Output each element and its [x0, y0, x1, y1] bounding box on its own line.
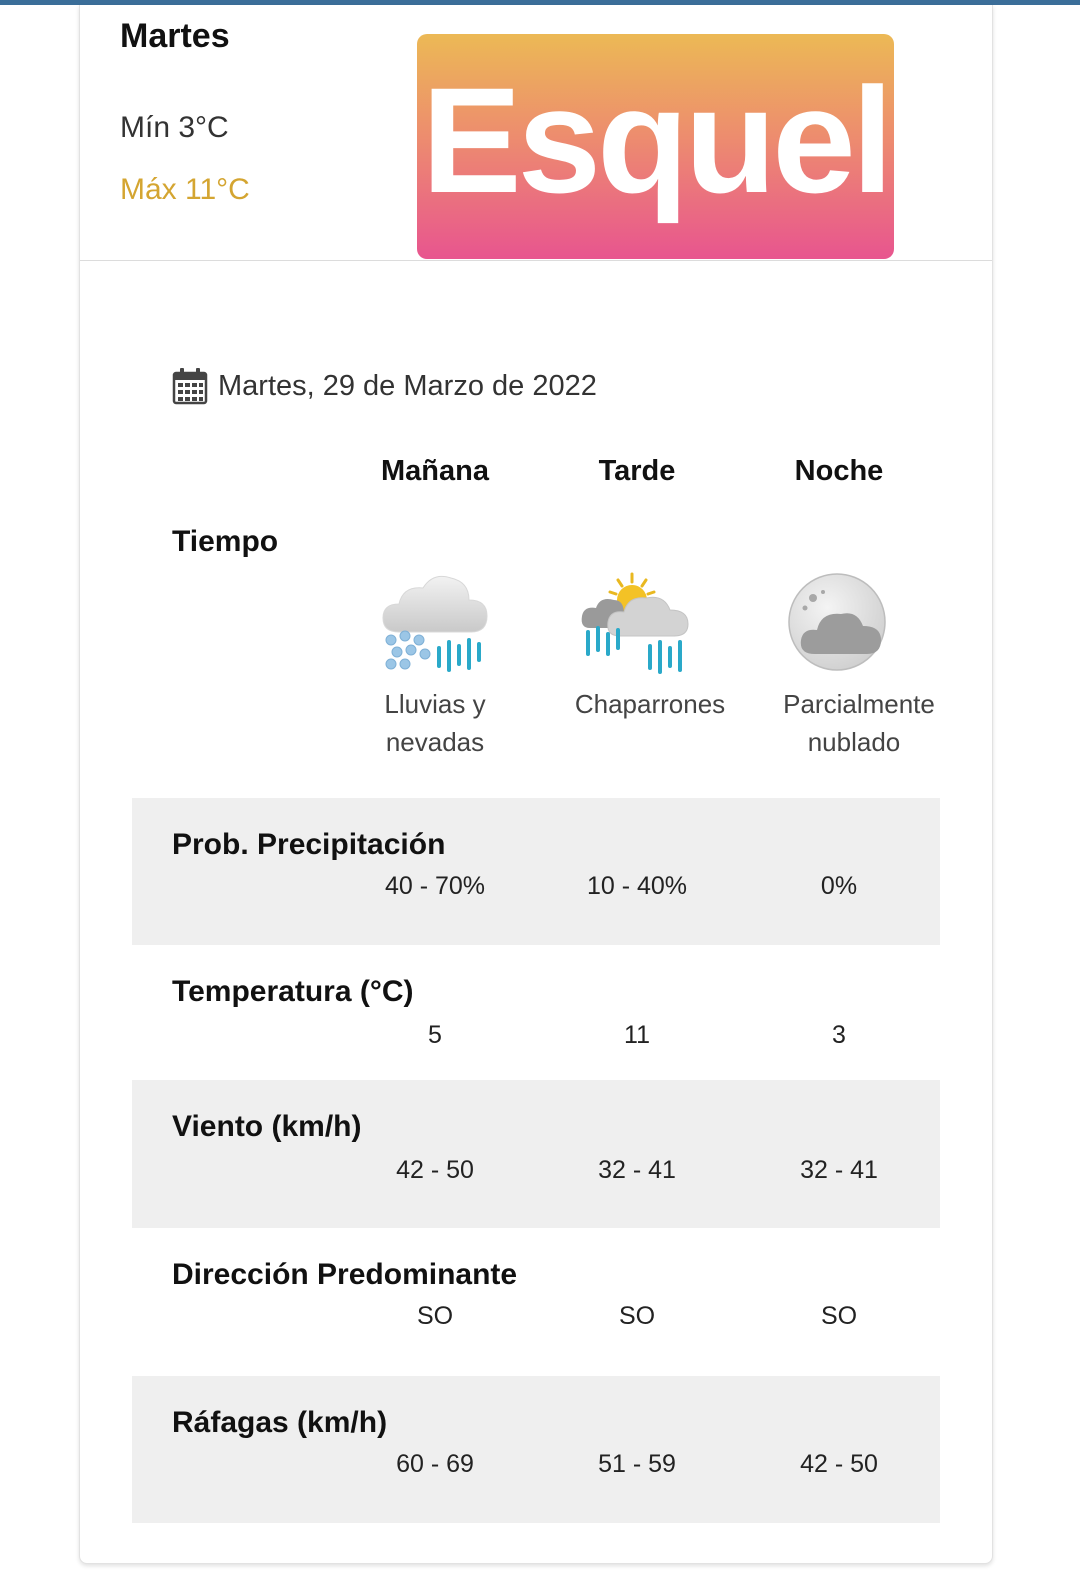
gusts-afternoon: 51 - 59 [598, 1450, 676, 1478]
forecast-date: Martes, 29 de Marzo de 2022 [218, 369, 597, 402]
forecast-date-row [172, 367, 597, 405]
wind-direction-afternoon: SO [618, 1302, 656, 1330]
max-temperature: Máx 11°C [120, 173, 250, 206]
calendar-icon [172, 367, 208, 405]
precipitation-row [132, 798, 940, 945]
weather-desc-night-line1: Parcialmente [783, 689, 935, 719]
moon-cloud-icon [781, 570, 901, 680]
wind-afternoon: 32 - 41 [598, 1156, 676, 1184]
day-name: Martes [120, 17, 230, 55]
gusts-row [132, 1376, 940, 1523]
weather-desc-night-line2: nublado [807, 727, 901, 757]
city-banner [417, 34, 894, 259]
temperature-label: Temperatura (°C) [172, 975, 414, 1008]
weather-desc-afternoon-line1: Chaparrones [574, 689, 726, 719]
weather-desc-night [744, 685, 964, 761]
period-header-night: Noche [794, 455, 884, 487]
precipitation-afternoon: 10 - 40% [586, 872, 688, 900]
forecast-card [79, 5, 993, 1564]
weather-desc-afternoon [550, 685, 750, 723]
weather-desc-morning-line1: Lluvias y [384, 689, 486, 719]
precipitation-label: Prob. Precipitación [172, 828, 446, 861]
temperature-afternoon: 11 [624, 1021, 650, 1049]
precipitation-night: 0% [820, 872, 858, 900]
period-header-afternoon: Tarde [598, 455, 676, 487]
weather-desc-morning-line2: nevadas [385, 727, 485, 757]
temperature-morning: 5 [428, 1021, 442, 1049]
wind-morning: 42 - 50 [396, 1156, 474, 1184]
weather-label: Tiempo [172, 525, 279, 558]
city-name: Esquel [421, 55, 890, 224]
header-divider [80, 260, 992, 261]
wind-direction-label: Dirección Predominante [172, 1258, 518, 1291]
weather-desc-morning [335, 685, 535, 761]
wind-direction-morning: SO [416, 1302, 454, 1330]
temperature-night: 3 [832, 1021, 846, 1049]
period-header-morning: Mañana [381, 455, 489, 487]
temperature-row [132, 945, 940, 1080]
precipitation-morning: 40 - 70% [384, 872, 486, 900]
wind-label: Viento (km/h) [172, 1110, 362, 1143]
wind-direction-night: SO [820, 1302, 858, 1330]
wind-night: 32 - 41 [800, 1156, 878, 1184]
sun-showers-cloud-icon [580, 570, 700, 680]
gusts-night: 42 - 50 [800, 1450, 878, 1478]
wind-row [132, 1080, 940, 1228]
wind-direction-row [132, 1228, 940, 1376]
min-temperature: Mín 3°C [120, 111, 229, 144]
rain-snow-cloud-icon [377, 570, 497, 680]
gusts-label: Ráfagas (km/h) [172, 1406, 388, 1439]
gusts-morning: 60 - 69 [396, 1450, 474, 1478]
